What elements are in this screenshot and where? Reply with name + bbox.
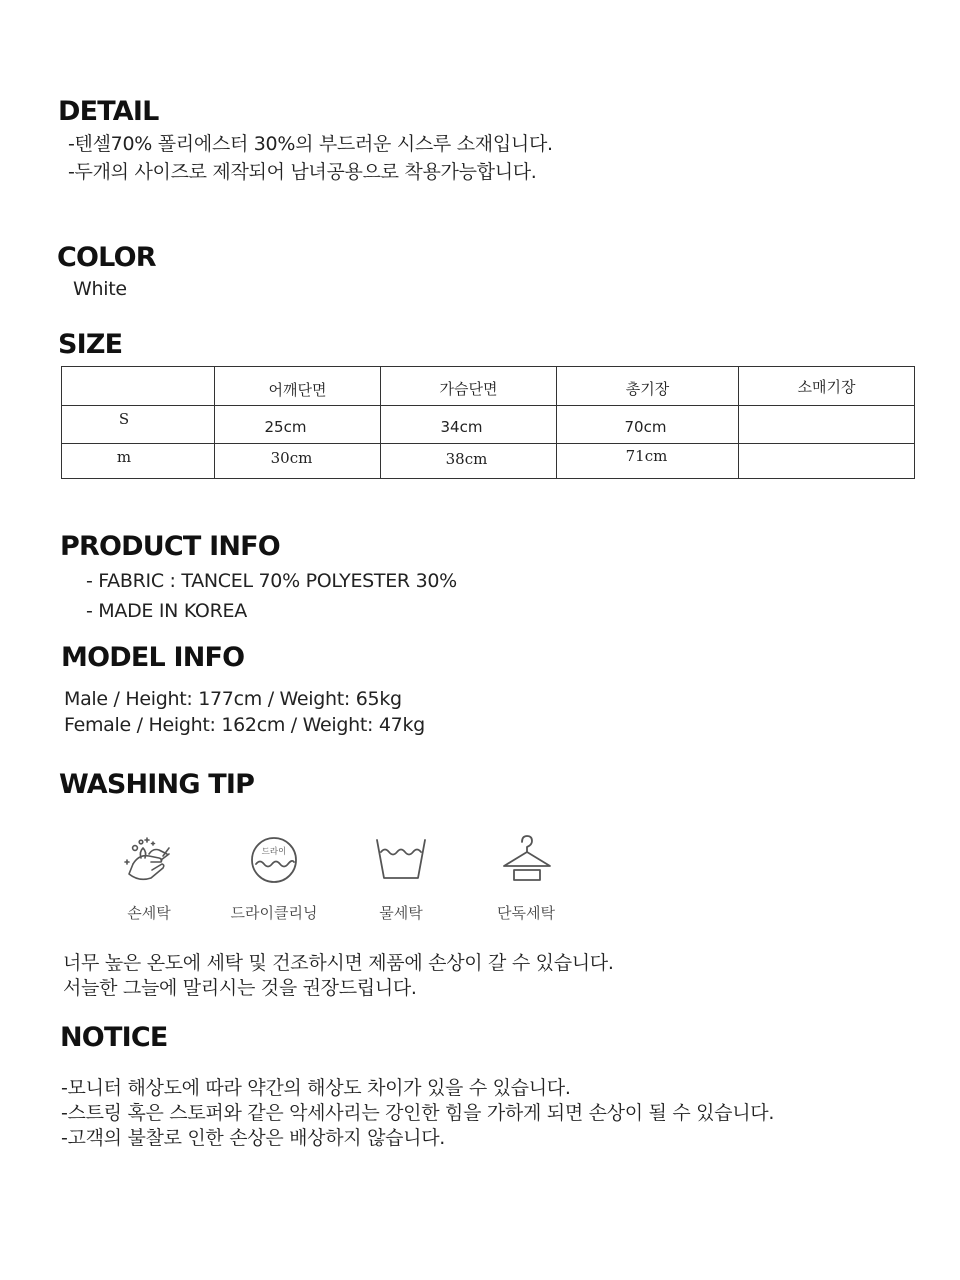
washing-tip-heading: WASHING TIP: [59, 769, 255, 800]
table-cell: S: [62, 406, 215, 444]
size-heading: SIZE: [58, 329, 123, 360]
wash-label: 드라이클리닝: [230, 904, 318, 922]
notice-line: -스트링 혹은 스토퍼와 같은 악세사리는 강인한 힘을 가하게 되면 손상이 될 수 있습니다.: [61, 1102, 775, 1124]
table-header-cell: 가슴단면: [381, 367, 557, 406]
product-info-heading: PRODUCT INFO: [60, 531, 280, 562]
notice-line: -모니터 해상도에 따라 약간의 해상도 차이가 있을 수 있습니다.: [61, 1077, 571, 1099]
table-cell: [739, 406, 915, 444]
model-info-line: Male / Height: 177cm / Weight: 65kg: [64, 688, 402, 710]
table-row: [62, 444, 915, 479]
model-info-heading: MODEL INFO: [61, 642, 245, 673]
table-row: [62, 406, 915, 444]
washing-tip-line: 너무 높은 온도에 세탁 및 건조하시면 제품에 손상이 갈 수 있습니다.: [63, 952, 614, 974]
notice-heading: NOTICE: [60, 1022, 168, 1053]
detail-line: -텐셀70% 폴리에스터 30%의 부드러운 시스루 소재입니다.: [68, 133, 553, 155]
color-value: White: [73, 278, 127, 300]
svg-text:드라이: 드라이: [261, 847, 287, 857]
table-header-cell: [62, 367, 215, 406]
detail-line: -두개의 사이즈로 제작되어 남녀공용으로 착용가능합니다.: [68, 161, 537, 183]
detail-heading: DETAIL: [58, 96, 159, 127]
table-cell: 70cm: [557, 406, 739, 444]
wash-label: 물세탁: [379, 904, 423, 922]
washing-tip-line: 서늘한 그늘에 말리시는 것을 권장드립니다.: [63, 977, 417, 999]
water-wash-icon: [371, 830, 431, 890]
table-cell: 34cm: [381, 406, 557, 444]
wash-label: 손세탁: [127, 904, 171, 922]
table-cell: 38cm: [381, 444, 557, 479]
color-heading: COLOR: [57, 242, 156, 273]
notice-line: -고객의 불찰로 인한 손상은 배상하지 않습니다.: [61, 1127, 446, 1149]
table-header-cell: 어깨단면: [215, 367, 381, 406]
table-cell: m: [62, 444, 215, 479]
wash-label: 단독세탁: [497, 904, 555, 922]
dry-clean-icon: [244, 830, 304, 890]
hand-wash-item: [89, 830, 209, 925]
table-header-cell: 총기장: [557, 367, 739, 406]
table-header-cell: 소매기장: [739, 367, 915, 406]
water-wash-item: [341, 830, 461, 925]
product-info-line: - FABRIC : TANCEL 70% POLYESTER 30%: [86, 570, 457, 592]
table-cell: 30cm: [215, 444, 381, 479]
table-cell: 25cm: [215, 406, 381, 444]
product-info-line: - MADE IN KOREA: [86, 600, 247, 622]
separate-wash-item: [466, 830, 586, 925]
table-cell: [739, 444, 915, 479]
dry-clean-item: [214, 830, 334, 925]
model-info-line: Female / Height: 162cm / Weight: 47kg: [64, 714, 425, 736]
table-header-row: [62, 367, 915, 406]
table-cell: 71cm: [557, 444, 739, 479]
hanger-icon: [496, 830, 556, 890]
hand-wash-icon: [119, 830, 179, 890]
size-table: [61, 366, 915, 479]
